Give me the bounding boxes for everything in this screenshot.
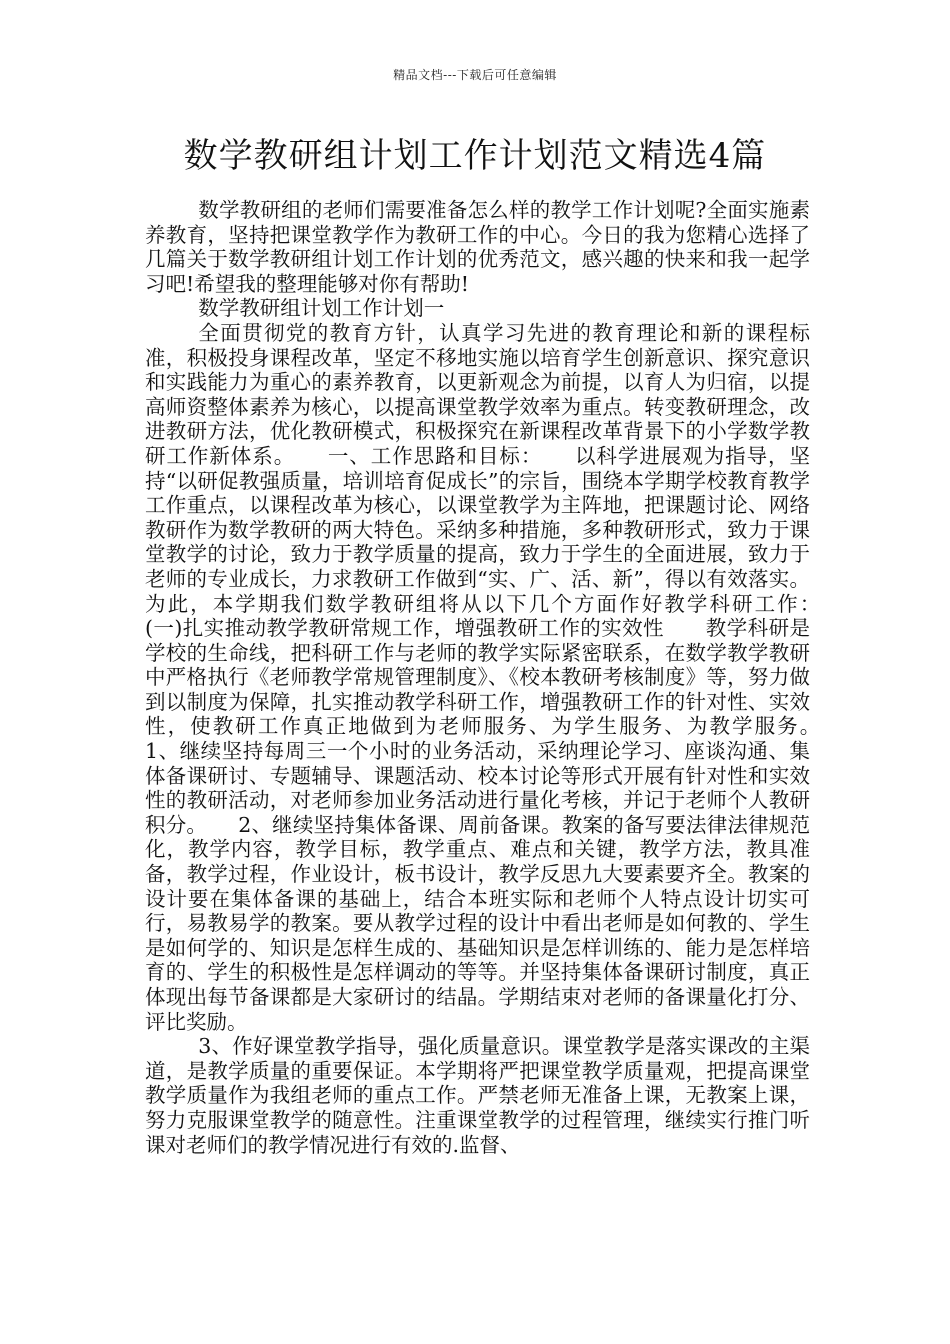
document-title: 数学教研组计划工作计划范文精选4篇 xyxy=(183,136,767,176)
header-note: 精品文档---下载后可任意编辑 xyxy=(393,68,557,82)
document-body xyxy=(145,198,851,1157)
section-title: 数学教研组计划工作计划一 xyxy=(198,296,445,321)
body-paragraph-2: 3、作好课堂教学指导，强化质量意识。课堂教学是落实课改的主渠道，是教学质量的重要保证。本学期将严把课堂教学质量观，把提高课堂教学质量作为我组老师的重点工作。严禁老师无准备上课，无教案上课，努力克服课堂教学的随意性。注重课堂教学的过程管理，继续实行推门听课对老师们的教学情况进行有效的.监督、 xyxy=(145,1034,810,1157)
intro-paragraph: 数学教研组的老师们需要准备怎么样的教学工作计划呢?全面实施素养教育，坚持把课堂教学作为教研工作的中心。今日的我为您精心选择了几篇关于数学教研组计划工作计划的优秀范文，感兴趣的快来和我一起学习吧!希望我的整理能够对你有帮助! xyxy=(145,198,810,296)
body-paragraph-1: 全面贯彻党的教育方针，认真学习先进的教育理论和新的课程标准，积极投身课程改革，坚定不移地实施以培育学生创新意识、探究意识和实践能力为重心的素养教育，以更新观念为前提，以育人为归宿，以提高师资整体素养为核心，以提高课堂教学效率为重点。转变教研理念，改进教研方法，优化教研模式，积极探究在新课程改革背景下的小学数学教研工作新体系。 一、工作思路和目标： 以科学进展观为指导，坚持“以研促教强质量，培训培育促成长”的宗旨，围绕本学期学校教育教学工作重点，以课程改革为核心，以课堂教学为主阵地，把课题讨论、网络教研作为数学教研的两大特色。采纳多种措施，多种教研形式，致力于课堂教学的讨论，致力于教学质量的提高，致力于学生的全面进展，致力于老师的专业成长，力求教研工作做到“实、广、活、新”，得以有效落实。为此，本学期我们数学教研组将从以下几个方面作好教学科研工作： (一)扎实推动教学教研常规工作，增强教研工作的实效性 教学科研是学校的生命线，把科研工作与老师的教学实际紧密联系，在数学教学教研中严格执行《老师教学常规管理制度》、《校本教研考核制度》等，努力做到以制度为保障，扎实推动教学科研工作，增强教研工作的针对性、实效性，使教研工作真正地做到为老师服务、为学生服务、为教学服务。 1、继续坚持每周三一个小时的业务活动，采纳理论学习、座谈沟通、集体备课研讨、专题辅导、课题活动、校本讨论等形式开展有针对性和实效性的教研活动，对老师参加业务活动进行量化考核，并记于老师个人教研积分。 2、继续坚持集体备课、周前备课。教案的备写要法律法律规范化，教学内容，教学目标，教学重点、难点和关键，教学方法，教具准备，教学过程，作业设计，板书设计，教学反思九大要素要齐全。教案的设计要在集体备课的基础上，结合本班实际和老师个人特点设计切实可行，易教易学的教案。要从教学过程的设计中看出老师是如何教的、学生是如何学的、知识是怎样生成的、基础知识是怎样训练的、能力是怎样培育的、学生的积极性是怎样调动的等等。并坚持集体备课研讨制度，真正体现出每节备课都是大家研讨的结晶。学期结束对老师的备课量化打分、评比奖励。 xyxy=(145,320,851,1034)
